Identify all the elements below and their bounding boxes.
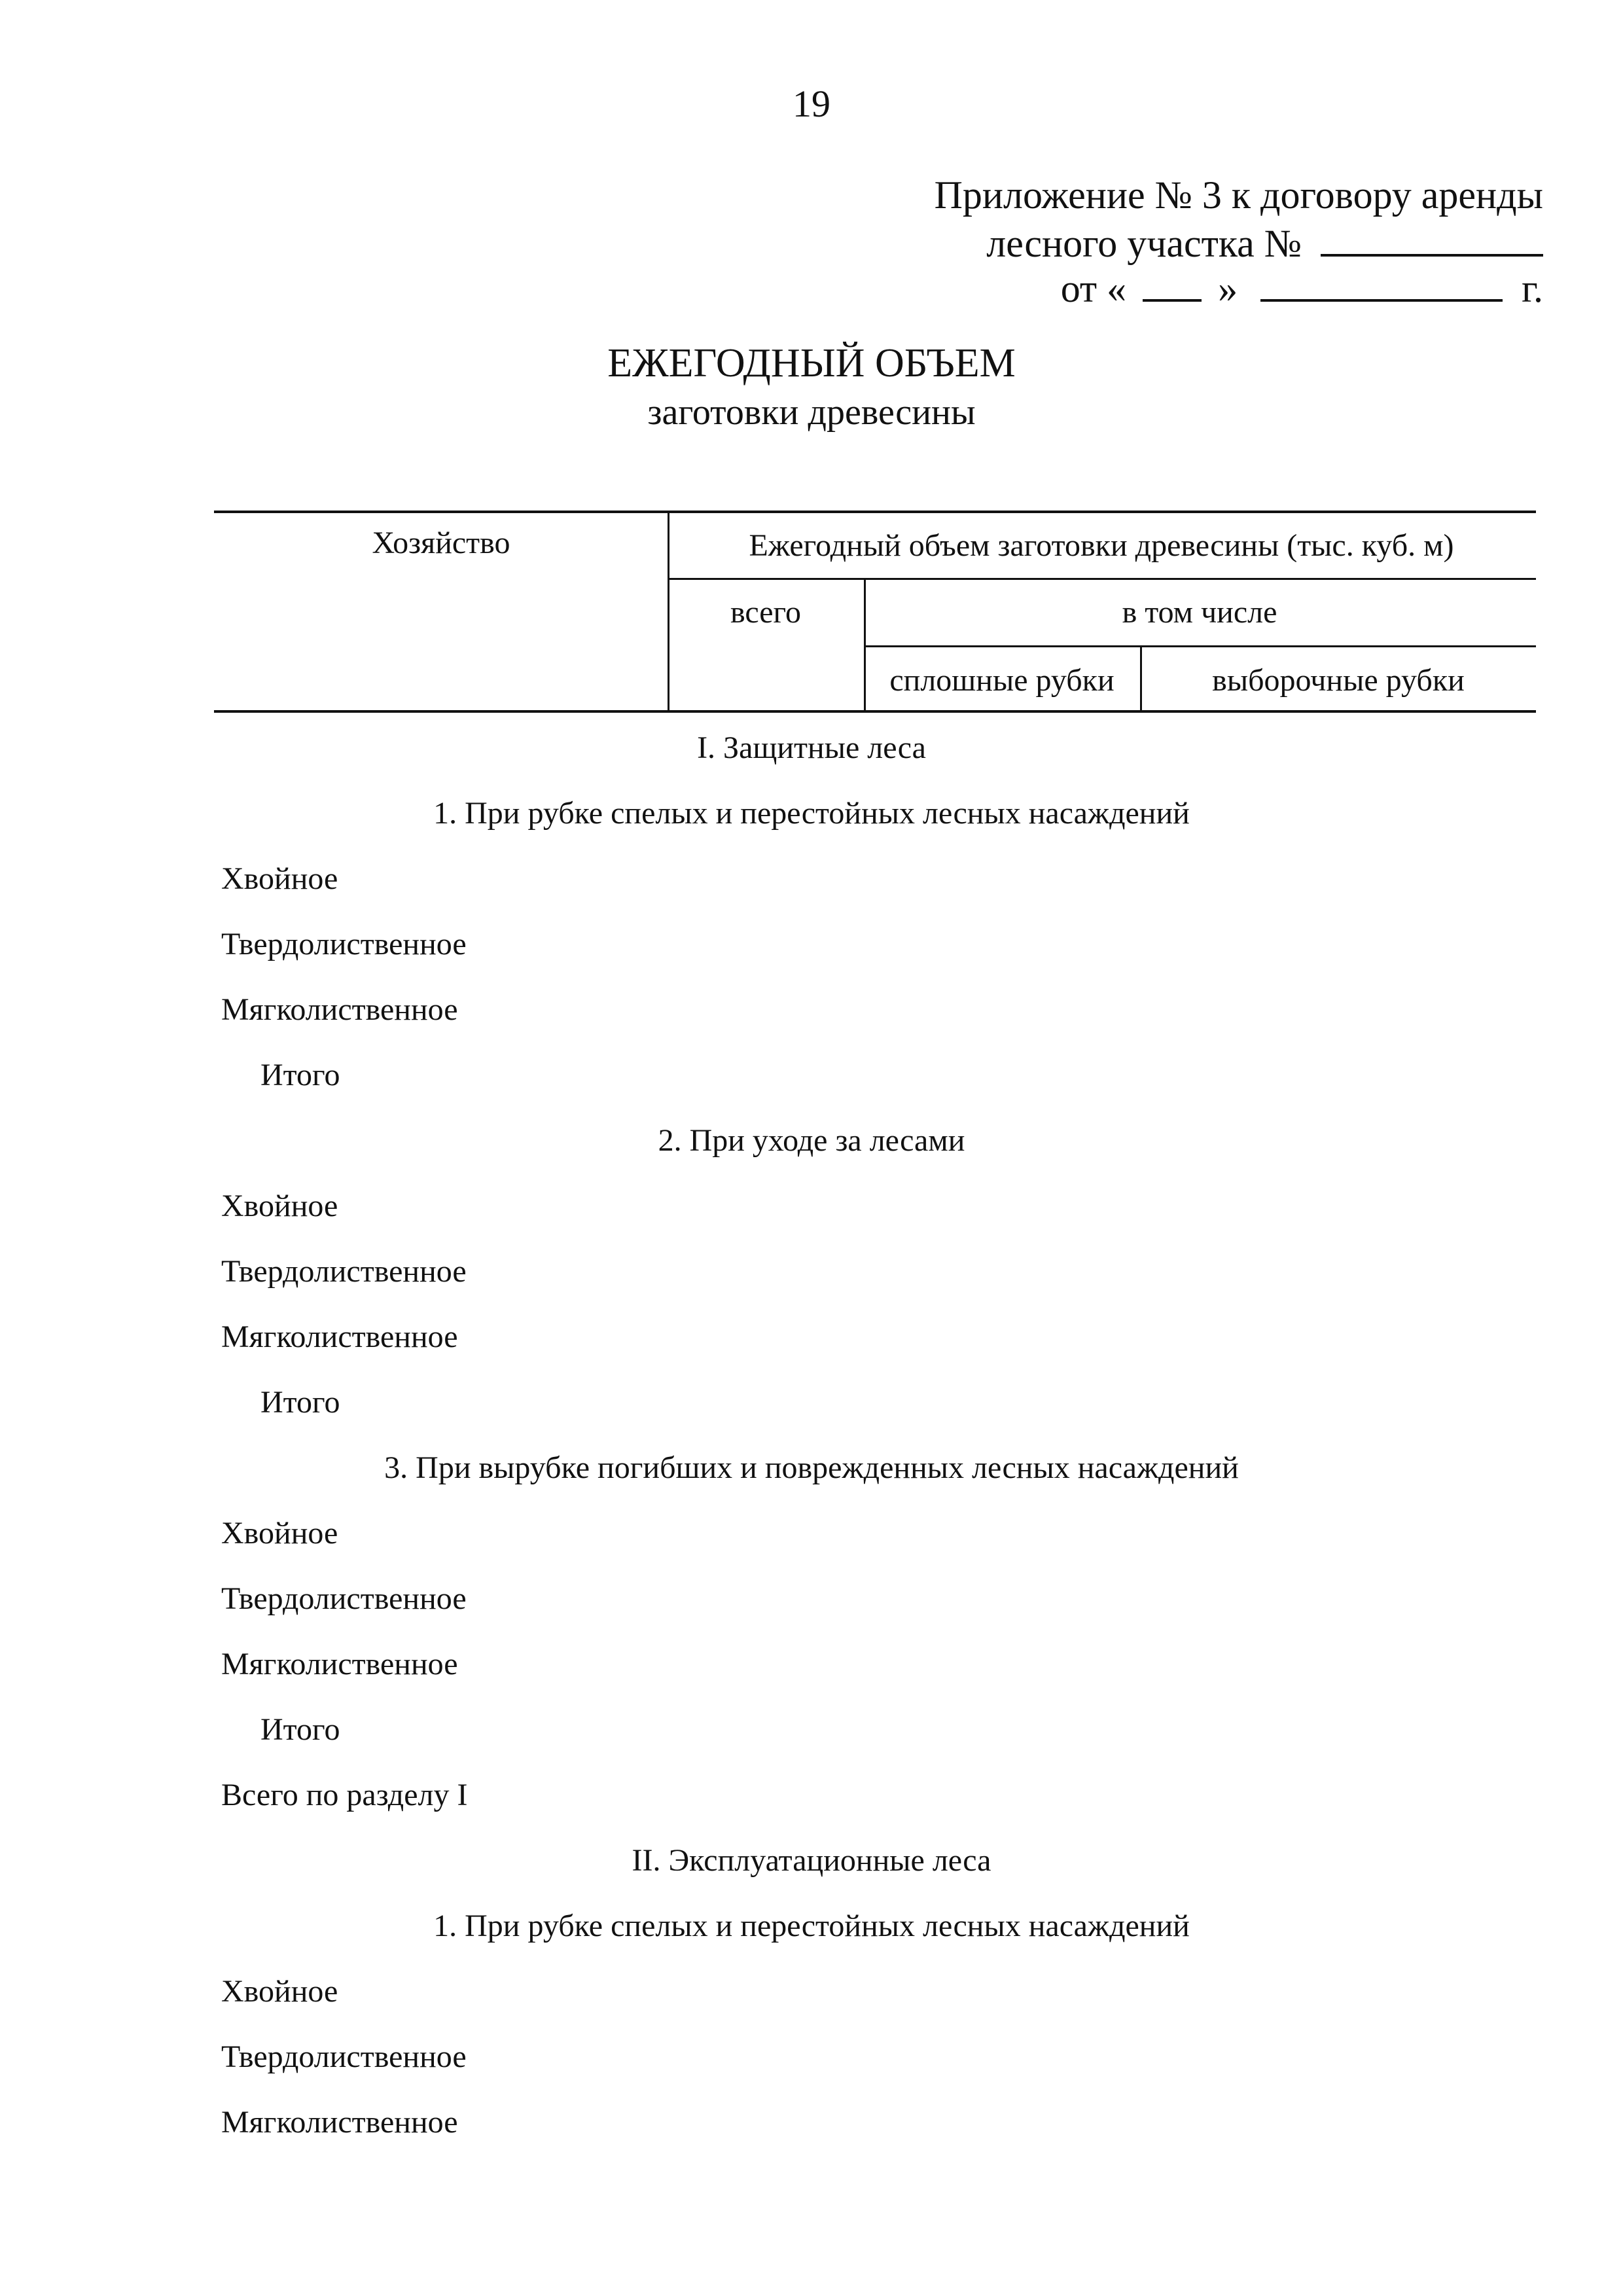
col-divider-2 [864,578,866,713]
page-number: 19 [793,82,830,125]
date-prefix: от « [1060,267,1127,310]
row-hardwood: Твердолиственное [221,1254,467,1289]
annex-line-2 [986,220,1543,267]
header-total: всего [730,595,802,630]
col-divider-1 [668,511,669,713]
header-including: в том числе [1122,595,1277,630]
row-coniferous: Хвойное [221,861,338,896]
section-1-sub-1: 1. При рубке спелых и перестойных лесных насаждений [433,796,1190,831]
row-coniferous: Хвойное [221,1516,338,1551]
row-subtotal: Итого [260,1712,340,1747]
table-bottom-rule [214,710,1536,713]
row-softwood: Мягколиственное [221,1647,458,1681]
annex-contract-label: лесного участка № [986,222,1302,265]
header-selective-cut: выборочные рубки [1212,663,1465,698]
section-1-title: I. Защитные леса [697,730,926,765]
section-2-sub-1: 1. При рубке спелых и перестойных лесных насаждений [433,1909,1190,1943]
contract-number-blank[interactable] [1321,220,1543,257]
header-farm: Хозяйство [372,526,510,560]
row-hardwood: Твердолиственное [221,1581,467,1616]
date-month-year-blank[interactable] [1260,265,1503,302]
date-year-suffix: г. [1522,267,1543,310]
row-section-1-total: Всего по разделу I [221,1778,468,1812]
document-title: ЕЖЕГОДНЫЙ ОБЪЕМ [607,341,1016,386]
table-header [214,511,1536,711]
section-2-title: II. Эксплуатационные леса [632,1843,991,1878]
section-1-sub-2: 2. При уходе за лесами [658,1123,965,1158]
table-top-rule [214,511,1536,513]
date-quote-close: » [1218,267,1238,310]
row-subtotal: Итого [260,1385,340,1420]
row-softwood: Мягколиственное [221,2105,458,2140]
row-softwood: Мягколиственное [221,992,458,1027]
row-hardwood: Твердолиственное [221,2039,467,2074]
row-subtotal: Итого [260,1058,340,1092]
col-divider-3 [1140,645,1142,713]
row-coniferous: Хвойное [221,1189,338,1223]
row-coniferous: Хвойное [221,1974,338,2009]
row-softwood: Мягколиственное [221,1319,458,1354]
group-rule [668,578,1536,580]
row-hardwood: Твердолиственное [221,927,467,961]
header-clear-cut: сплошные рубки [889,663,1115,698]
annex-line-1: Приложение № 3 к договору аренды [934,173,1543,217]
section-1-sub-3: 3. При вырубке погибших и поврежденных лесных насаждений [384,1450,1239,1485]
date-day-blank[interactable] [1143,265,1202,302]
annex-line-3 [1061,265,1543,312]
document-subtitle: заготовки древесины [647,392,976,433]
header-annual-volume: Ежегодный объем заготовки древесины (тыс. куб. м) [749,528,1454,563]
including-rule [864,645,1536,647]
